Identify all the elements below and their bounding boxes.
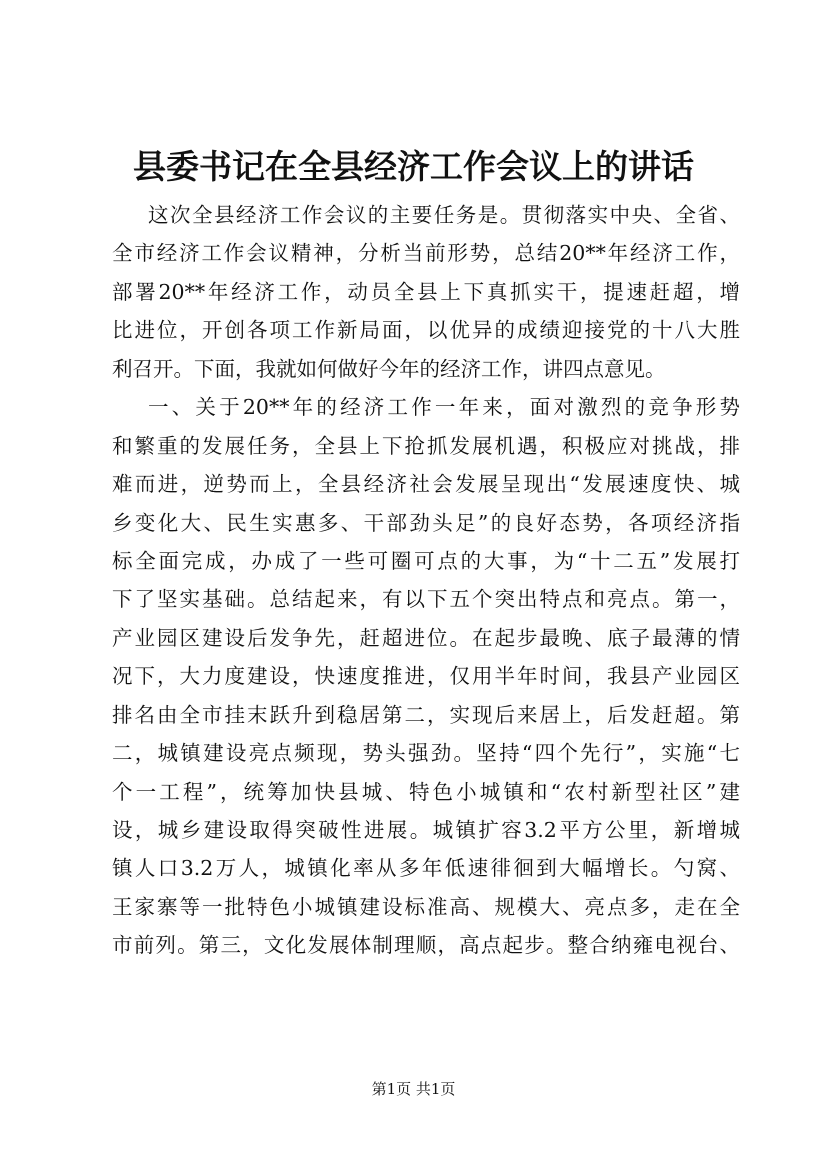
- body-line: 下了坚实基础。总结起来，有以下五个突出特点和亮点。第一，: [112, 587, 740, 612]
- body-line: 个一工程”，统筹加快县城、特色小城镇和“农村新型社区”建: [112, 779, 740, 804]
- body-line: 标全面完成，办成了一些可圈可点的大事，为“十二五”发展打: [112, 548, 740, 573]
- body-line: 王家寨等一批特色小城镇建设标准高、规模大、亮点多，走在全: [112, 894, 740, 919]
- body-line: 全市经济工作会议精神，分析当前形势，总结20**年经济工作，: [112, 241, 740, 266]
- body-line: 产业园区建设后发争先，赶超进位。在起步最晚、底子最薄的情: [112, 625, 740, 650]
- body-line: 乡变化大、民生实惠多、干部劲头足”的良好态势，各项经济指: [112, 510, 740, 535]
- body-line: 镇人口3.2万人，城镇化率从多年低速徘徊到大幅增长。勺窝、: [112, 856, 740, 881]
- body-line: 二，城镇建设亮点频现，势头强劲。坚持“四个先行”，实施“七: [112, 741, 740, 766]
- body-line: 难而进，逆势而上，全县经济社会发展呈现出“发展速度快、城: [112, 472, 740, 497]
- body-line: 部署20**年经济工作，动员全县上下真抓实干，提速赶超，增: [112, 279, 740, 304]
- body-line: 这次全县经济工作会议的主要任务是。贯彻落实中央、全省、: [148, 203, 740, 227]
- body-line: 况下，大力度建设，快速度推进，仅用半年时间，我县产业园区: [112, 664, 740, 689]
- body-line: 和繁重的发展任务，全县上下抢抓发展机遇，积极应对挑战，排: [112, 433, 740, 458]
- page-footer: 第1页 共1页: [371, 1080, 456, 1098]
- document-body: [112, 196, 740, 965]
- body-line: 市前列。第三，文化发展体制理顺，高点起步。整合纳雍电视台、: [112, 933, 740, 958]
- body-line: 排名由全市挂末跃升到稳居第二，实现后来居上，后发赶超。第: [112, 702, 740, 727]
- body-line: 利召开。下面，我就如何做好今年的经济工作，讲四点意见。: [112, 356, 666, 381]
- body-line: 一、关于20**年的经济工作一年来，面对激烈的竞争形势: [148, 395, 740, 420]
- body-line: 设，城乡建设取得突破性进展。城镇扩容3.2平方公里，新增城: [112, 818, 740, 842]
- body-line: 比进位，开创各项工作新局面，以优异的成绩迎接党的十八大胜: [112, 318, 740, 343]
- document-title: 县委书记在全县经济工作会议上的讲话: [133, 147, 694, 186]
